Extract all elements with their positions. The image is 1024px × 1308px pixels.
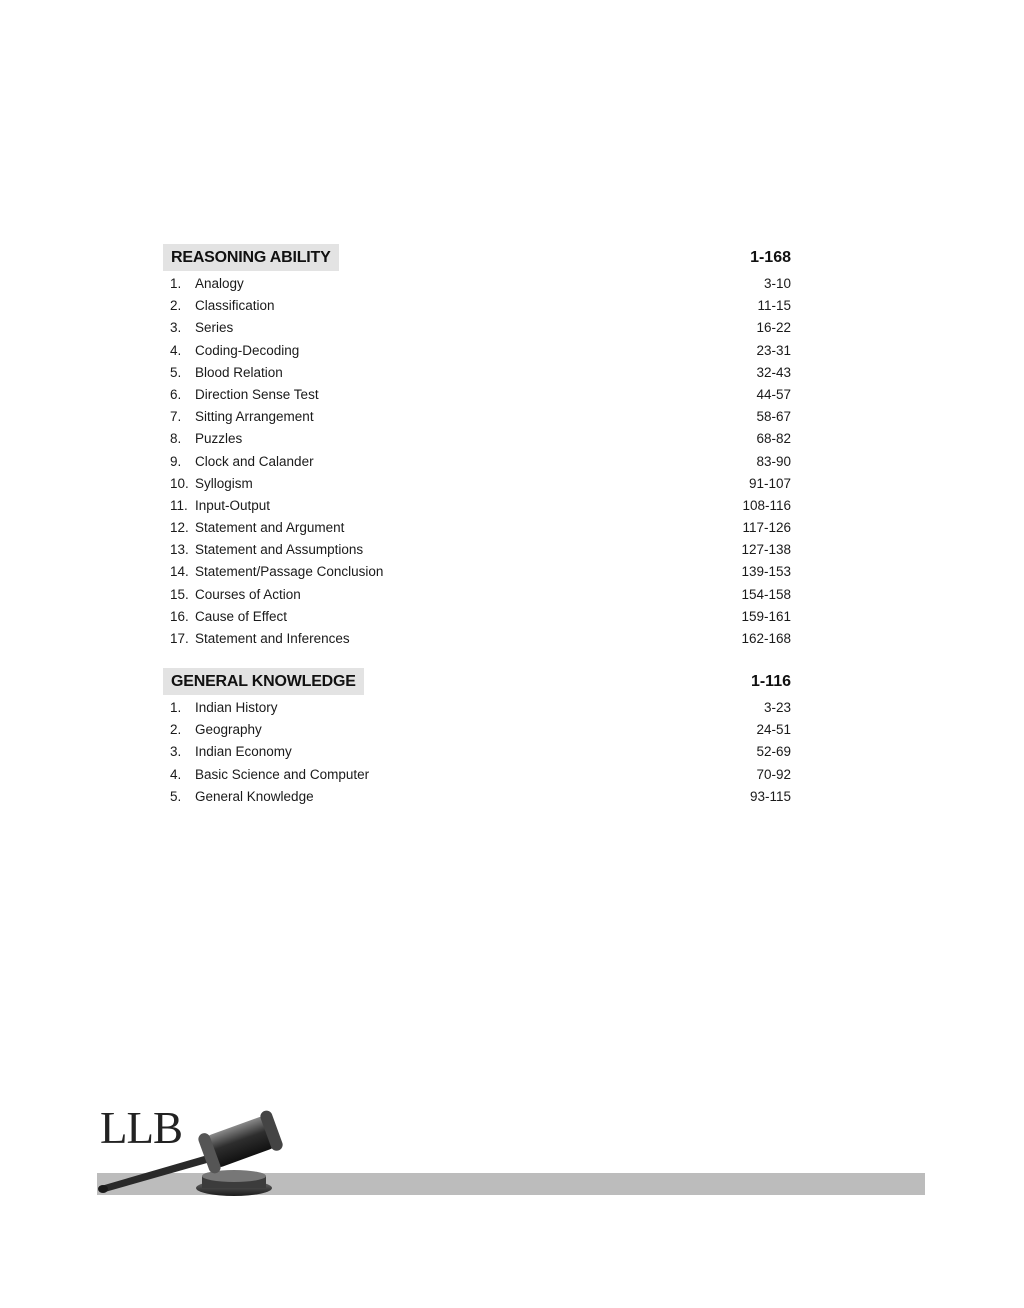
item-title: Classification <box>195 298 275 314</box>
toc-item[interactable] <box>163 428 791 450</box>
item-pages: 159-161 <box>741 608 791 624</box>
item-pages: 23-31 <box>756 342 791 358</box>
item-title: Cause of Effect <box>195 608 288 624</box>
item-title: Coding-Decoding <box>195 342 300 358</box>
item-number: 7. <box>170 409 182 425</box>
section-title: REASONING ABILITY <box>163 244 339 271</box>
toc-item[interactable] <box>163 384 791 406</box>
item-number: 1. <box>170 276 182 291</box>
logo-text: LLB <box>100 1103 182 1153</box>
item-number: 3. <box>170 744 182 760</box>
section-page-range: 1-116 <box>750 673 791 690</box>
toc-item[interactable] <box>163 628 791 650</box>
item-title: Direction Sense Test <box>195 386 319 402</box>
item-pages: 93-115 <box>749 788 791 804</box>
item-pages: 154-158 <box>741 586 791 602</box>
toc-item[interactable] <box>163 764 791 786</box>
item-title: Statement and Assumptions <box>195 542 364 558</box>
item-number: 13. <box>170 542 189 558</box>
item-title: Sitting Arrangement <box>195 409 314 425</box>
toc-item[interactable] <box>163 317 791 339</box>
section-page-range: 1-168 <box>750 249 791 266</box>
toc-item[interactable] <box>163 697 791 719</box>
item-title: Blood Relation <box>195 364 283 380</box>
item-title: Puzzles <box>195 431 243 447</box>
item-number: 1. <box>170 700 182 715</box>
item-number: 16. <box>170 608 189 624</box>
item-title: Statement/Passage Conclusion <box>195 564 384 580</box>
item-number: 5. <box>170 364 182 380</box>
item-number: 14. <box>170 564 189 580</box>
toc-item[interactable] <box>163 451 791 473</box>
item-pages: 83-90 <box>756 453 791 469</box>
item-number: 4. <box>170 766 182 782</box>
item-title: Series <box>195 320 234 336</box>
item-title: Input-Output <box>195 497 271 513</box>
toc-item[interactable] <box>163 362 791 384</box>
item-pages: 91-107 <box>748 475 791 491</box>
item-pages: 68-82 <box>756 431 791 447</box>
toc-item[interactable] <box>163 517 791 539</box>
toc-item[interactable] <box>163 786 791 808</box>
toc-item[interactable] <box>163 495 791 517</box>
item-pages: 3-10 <box>763 276 791 291</box>
item-title: Indian History <box>195 700 278 715</box>
item-number: 15. <box>170 586 189 602</box>
item-pages: 162-168 <box>741 631 791 646</box>
item-pages: 32-43 <box>756 364 791 380</box>
toc-list <box>163 697 791 808</box>
item-number: 10. <box>170 475 189 491</box>
item-pages: 139-153 <box>741 564 791 580</box>
toc-item[interactable] <box>163 741 791 763</box>
item-pages: 52-69 <box>756 744 791 760</box>
toc-section-general-knowledge <box>163 668 791 808</box>
item-title: General Knowledge <box>195 788 314 804</box>
item-title: Statement and Argument <box>195 520 345 536</box>
item-number: 5. <box>170 788 182 804</box>
section-title: GENERAL KNOWLEDGE <box>163 668 364 695</box>
item-title: Indian Economy <box>195 744 292 760</box>
item-number: 3. <box>170 320 182 336</box>
item-title: Courses of Action <box>195 586 301 602</box>
toc-item[interactable] <box>163 561 791 583</box>
item-title: Analogy <box>195 276 244 291</box>
item-title: Syllogism <box>195 475 253 491</box>
item-pages: 117-126 <box>742 520 791 536</box>
item-number: 11. <box>170 497 188 513</box>
section-header <box>163 244 791 271</box>
toc-item[interactable] <box>163 340 791 362</box>
item-pages: 24-51 <box>756 722 791 738</box>
toc-item[interactable] <box>163 295 791 317</box>
item-number: 12. <box>170 520 189 536</box>
toc-section-reasoning <box>163 244 791 650</box>
item-number: 9. <box>170 453 182 469</box>
toc-item[interactable] <box>163 473 791 495</box>
item-number: 4. <box>170 342 182 358</box>
item-pages: 70-92 <box>756 766 791 782</box>
item-title: Clock and Calander <box>195 453 314 469</box>
item-number: 17. <box>170 631 189 646</box>
item-number: 8. <box>170 431 182 447</box>
section-header <box>163 668 791 695</box>
item-pages: 58-67 <box>756 409 791 425</box>
item-pages: 3-23 <box>763 700 791 715</box>
toc-item[interactable] <box>163 539 791 561</box>
item-title: Statement and Inferences <box>195 631 350 646</box>
item-pages: 11-15 <box>757 298 791 314</box>
item-pages: 108-116 <box>742 497 791 513</box>
toc-item[interactable] <box>163 273 791 295</box>
toc-item[interactable] <box>163 606 791 628</box>
item-number: 6. <box>170 386 182 402</box>
item-title: Geography <box>195 722 262 738</box>
toc-item[interactable] <box>163 584 791 606</box>
item-number: 2. <box>170 298 182 314</box>
item-pages: 127-138 <box>741 542 791 558</box>
item-pages: 16-22 <box>756 320 791 336</box>
item-title: Basic Science and Computer <box>195 766 370 782</box>
toc-item[interactable] <box>163 719 791 741</box>
toc-item[interactable] <box>163 406 791 428</box>
toc-list <box>163 273 791 650</box>
item-number: 2. <box>170 722 182 738</box>
item-pages: 44-57 <box>756 386 791 402</box>
